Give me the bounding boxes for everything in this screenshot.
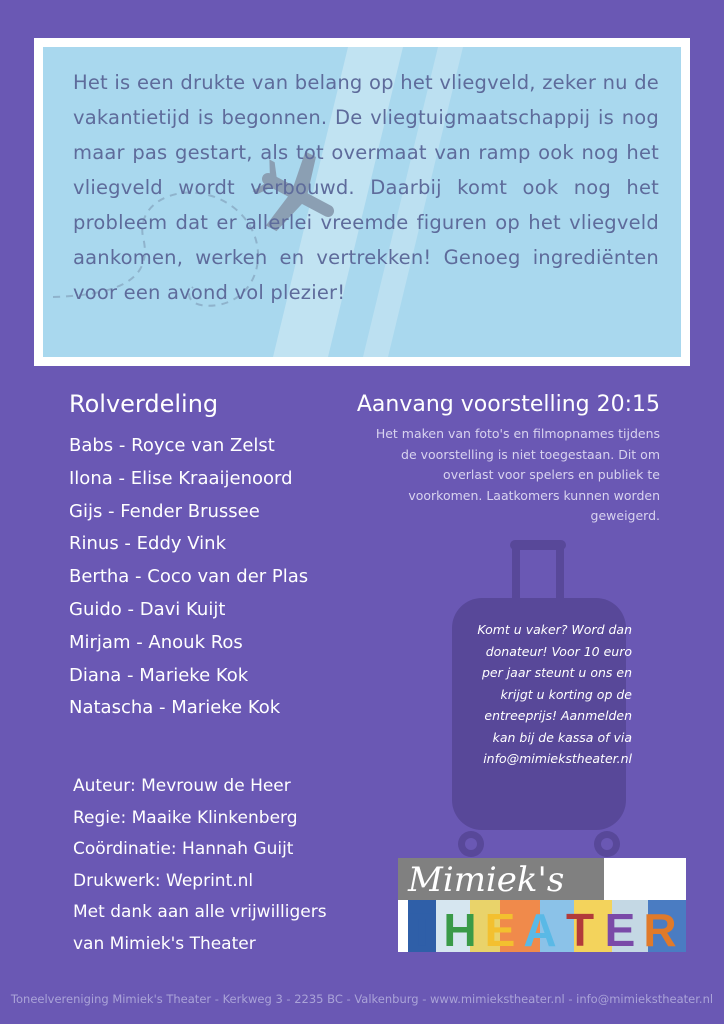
cast-item: Mirjam - Anouk Ros: [69, 631, 243, 653]
cast-item: Rinus - Eddy Vink: [69, 533, 226, 555]
logo-letter: R: [643, 904, 677, 952]
credits-list: [73, 771, 327, 960]
cast-item: Guido - Davi Kuijt: [69, 598, 226, 620]
credit-item: Drukwerk: Weprint.nl: [73, 870, 254, 891]
cast-item: Ilona - Elise Kraaijenoord: [69, 467, 293, 489]
cast-item: Natascha - Marieke Kok: [69, 697, 281, 719]
cast-title: Rolverdeling: [69, 390, 219, 418]
start-time-title: Aanvang voorstelling 20:15: [356, 392, 660, 417]
footer-address: Toneelvereniging Mimiek's Theater - Kerkweg 3 - 2235 BC - Valkenburg - www.mimiekstheater.nl - info@mimiekstheater.nl: [10, 992, 714, 1006]
logo-letter: H: [443, 904, 477, 952]
cast-item: Gijs - Fender Brussee: [69, 500, 260, 522]
intro-text: Het is een drukte van belang op het vliegveld, zeker nu de vakantietijd is begonnen. De vliegtuigmaatschappij is nog maar pas gestart, als tot overmaat van ramp ook nog het vliegveld wordt verbouwd. Daarbij komt ook nog het probleem dat er allerlei vreemde figuren op het vliegveld aankomen, werken en vertrekken! Genoeg ingrediënten voor een avond vol plezier!: [73, 71, 659, 304]
credit-item: Met dank aan alle vrijwilligers: [73, 902, 327, 922]
logo-letter: T: [565, 904, 595, 952]
theater-logo: [398, 858, 686, 952]
logo-script: Mimiek's: [408, 860, 565, 900]
photo-notice: Het maken van foto's en filmopnames tijdens de voorstelling is niet toegestaan. Dit om overlast voor spelers en publiek te voorkomen. Laatkomers kunnen worden geweigerd.: [375, 426, 660, 523]
credit-item: Regie: Maaike Klinkenberg: [73, 807, 298, 828]
donor-text: Komt u vaker? Word dan donateur! Voor 10 euro per jaar steunt u ons en krijgt u korting op de entreeprijs! Aanmelden kan bij de kassa of via info@mimiekstheater.nl: [477, 622, 632, 766]
logo-letter: E: [604, 904, 636, 952]
logo-letter: A: [523, 904, 557, 952]
cast-list: [69, 430, 308, 725]
logo-letter: T: [407, 904, 437, 952]
cast-item: Babs - Royce van Zelst: [69, 435, 275, 456]
cast-item: Diana - Marieke Kok: [69, 664, 249, 686]
logo-theater-letters: [398, 900, 686, 952]
intro-box: [34, 38, 690, 366]
intro-panel: [43, 47, 681, 357]
credit-item: Coördinatie: Hannah Guijt: [73, 839, 294, 859]
credit-item: Auteur: Mevrouw de Heer: [73, 776, 291, 796]
cast-item: Bertha - Coco van der Plas: [69, 566, 309, 588]
credit-item: van Mimiek's Theater: [73, 933, 256, 954]
logo-letter: E: [484, 904, 516, 952]
